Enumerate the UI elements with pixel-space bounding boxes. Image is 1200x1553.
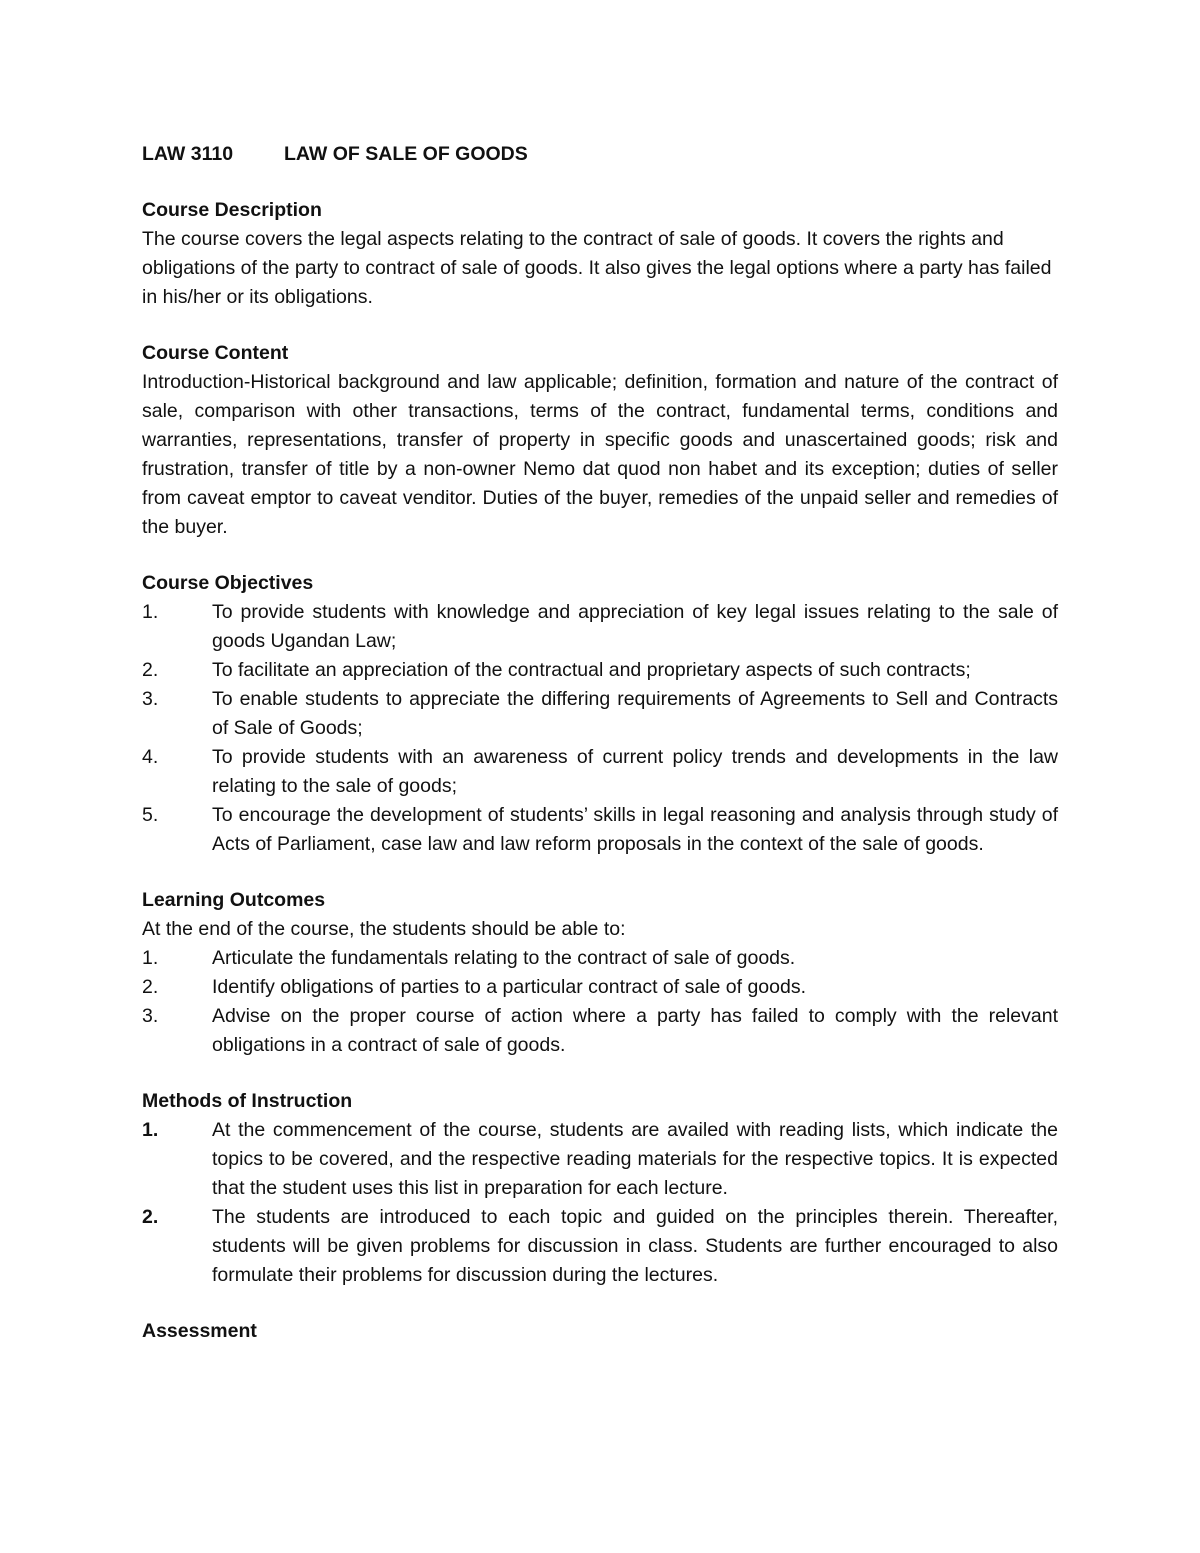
methods-of-instruction-heading: Methods of Instruction <box>142 1090 353 1112</box>
list-item-text: To provide students with knowledge and appreciation of key legal issues relating to the sale of goods Ugandan Law; <box>212 601 1058 652</box>
list-item-text: To enable students to appreciate the differing requirements of Agreements to Sell and Contracts of Sale of Goods; <box>212 688 1058 739</box>
list-item-number: 3. <box>142 688 159 710</box>
list-item <box>142 1116 1058 1203</box>
list-item-number: 3. <box>142 1005 159 1027</box>
list-item-text: The students are introduced to each topic and guided on the principles therein. Thereafter, students will be given problems for discussion in class. Students are further encouraged to also formulate their problems for discussion during the lectures. <box>212 1206 1058 1286</box>
list-item <box>142 801 1058 859</box>
list-item-text: To facilitate an appreciation of the contractual and proprietary aspects of such contracts; <box>212 659 971 681</box>
course-content-text: Introduction-Historical background and law applicable; definition, formation and nature of the contract of sale, comparison with other transactions, terms of the contract, fundamental terms, conditions and warranties, representations, transfer of property in specific goods and unascertained goods; risk and frustration, transfer of title by a non-owner Nemo dat quod non habet and its exception; duties of seller from caveat emptor to caveat venditor. Duties of the buyer, remedies of the unpaid seller and remedies of the buyer. <box>142 371 1058 538</box>
list-item <box>142 973 1058 1002</box>
document-page <box>142 140 1058 1346</box>
assessment-section <box>142 1317 1058 1346</box>
course-content-section <box>142 339 1058 542</box>
list-item <box>142 685 1058 743</box>
list-item <box>142 598 1058 656</box>
course-description-text: The course covers the legal aspects relating to the contract of sale of goods. It covers the rights and obligations of the party to contract of sale of goods. It also gives the legal options where a party has failed in his/her or its obligations. <box>142 228 1052 308</box>
course-objectives-section <box>142 569 1058 859</box>
list-item-number: 1. <box>142 601 159 623</box>
list-item-number: 2. <box>142 659 159 681</box>
course-code: LAW 3110 <box>142 143 234 165</box>
list-item-text: To provide students with an awareness of current policy trends and developments in the law relating to the sale of goods; <box>212 746 1058 797</box>
course-title-row <box>142 140 1058 169</box>
list-item-text: Identify obligations of parties to a particular contract of sale of goods. <box>212 976 807 998</box>
list-item <box>142 656 1058 685</box>
learning-outcomes-section <box>142 886 1058 1060</box>
course-objectives-heading: Course Objectives <box>142 572 314 594</box>
list-item-number: 1. <box>142 947 159 969</box>
list-item-number: 4. <box>142 746 159 768</box>
list-item <box>142 743 1058 801</box>
course-description-section <box>142 196 1058 312</box>
course-title: LAW OF SALE OF GOODS <box>284 143 528 165</box>
list-item-number: 1. <box>142 1119 159 1141</box>
course-content-heading: Course Content <box>142 342 289 364</box>
list-item-text: Articulate the fundamentals relating to the contract of sale of goods. <box>212 947 796 969</box>
list-item <box>142 944 1058 973</box>
list-item <box>142 1002 1058 1060</box>
list-item <box>142 1203 1058 1290</box>
list-item-text: At the commencement of the course, students are availed with reading lists, which indicate the topics to be covered, and the respective reading materials for the respective topics. It is expected that the student uses this list in preparation for each lecture. <box>212 1119 1058 1199</box>
outcomes-list <box>142 944 1058 1060</box>
methods-list <box>142 1116 1058 1290</box>
list-item-number: 2. <box>142 976 159 998</box>
assessment-heading: Assessment <box>142 1320 257 1342</box>
list-item-text: Advise on the proper course of action where a party has failed to comply with the relevant obligations in a contract of sale of goods. <box>212 1005 1058 1056</box>
learning-outcomes-heading: Learning Outcomes <box>142 889 326 911</box>
list-item-text: To encourage the development of students’ skills in legal reasoning and analysis through study of Acts of Parliament, case law and law reform proposals in the context of the sale of goods. <box>212 804 1058 855</box>
objectives-list <box>142 598 1058 859</box>
list-item-number: 2. <box>142 1206 159 1228</box>
methods-of-instruction-section <box>142 1087 1058 1290</box>
list-item-number: 5. <box>142 804 159 826</box>
learning-outcomes-intro: At the end of the course, the students should be able to: <box>142 918 626 940</box>
course-description-heading: Course Description <box>142 199 322 221</box>
